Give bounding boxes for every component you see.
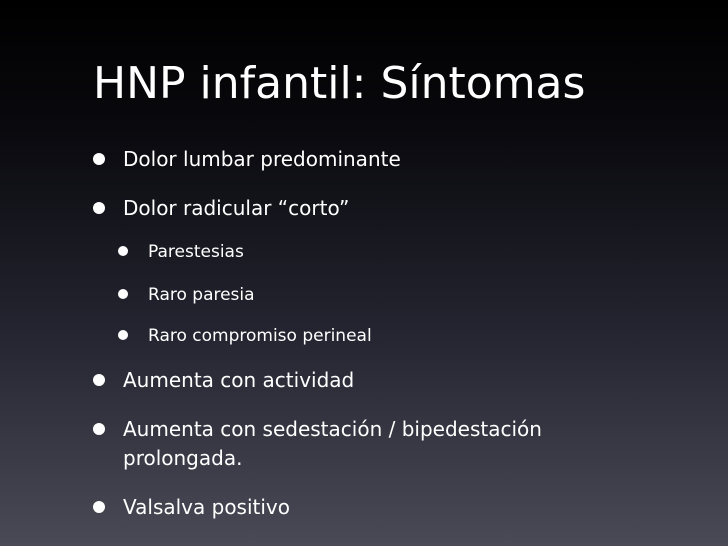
bullet-item xyxy=(123,415,542,473)
sub-bullet-item xyxy=(148,283,255,308)
bullet-text: Aumenta con sedestación / bipedestación xyxy=(123,417,542,441)
bullet-text: Dolor radicular “corto” xyxy=(123,196,350,220)
bullet-text-continuation: prolongada. xyxy=(123,446,243,470)
bullet-dot-icon xyxy=(93,423,105,435)
bullet-text: Valsalva positivo xyxy=(123,495,291,519)
bullet-text: Dolor lumbar predominante xyxy=(123,147,401,171)
sub-bullet-item xyxy=(148,240,244,265)
bullet-dot-icon xyxy=(93,153,105,165)
bullet-dot-icon xyxy=(118,246,128,256)
sub-bullet-item xyxy=(148,324,372,349)
bullet-dot-icon xyxy=(93,501,105,513)
sub-bullet-text: Raro paresia xyxy=(148,285,255,305)
bullet-dot-icon xyxy=(93,202,105,214)
sub-bullet-text: Parestesias xyxy=(148,242,244,262)
bullet-item xyxy=(123,366,354,395)
bullet-dot-icon xyxy=(118,289,128,299)
bullet-item xyxy=(123,145,401,174)
bullet-item xyxy=(123,493,290,522)
bullet-item xyxy=(123,194,349,223)
bullet-dot-icon xyxy=(93,374,105,386)
sub-bullet-text: Raro compromiso perineal xyxy=(148,326,372,346)
bullet-text: Aumenta con actividad xyxy=(123,368,355,392)
bullet-dot-icon xyxy=(118,330,128,340)
slide-title: HNP infantil: Síntomas xyxy=(93,58,586,109)
